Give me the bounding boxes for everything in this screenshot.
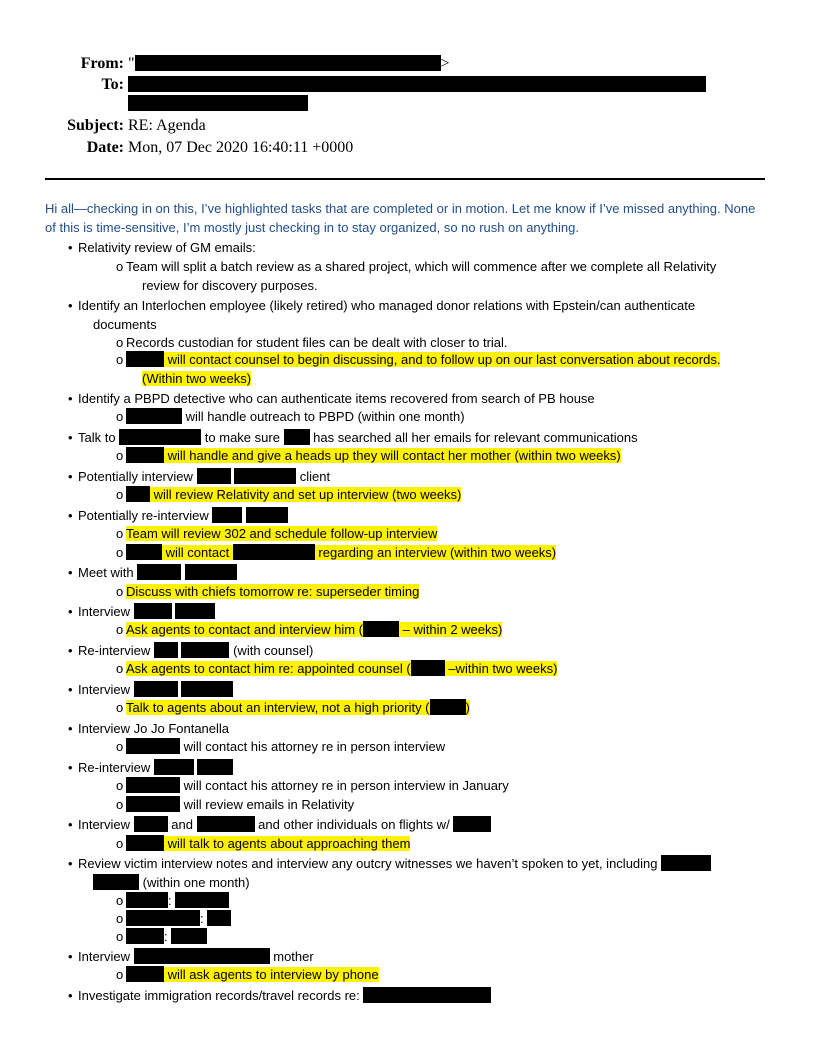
redaction: [207, 910, 231, 926]
item-text: Re-interview: [78, 760, 154, 775]
bullet: •: [68, 508, 73, 523]
sub-bullet: o: [116, 352, 124, 367]
list-item: [68, 719, 229, 738]
bullet: •: [68, 817, 73, 832]
item-text: Meet with: [78, 565, 138, 580]
item-text: Re-interview: [78, 643, 154, 658]
redaction: [197, 816, 255, 832]
sub-item: [116, 909, 231, 928]
bullet: •: [68, 988, 73, 1003]
bullet: •: [68, 682, 73, 697]
redaction: [126, 892, 168, 908]
item-text: Review victim interview notes and interview any outcry witnesses we haven’t spoken to yet, including: [78, 856, 662, 871]
redaction: [126, 486, 150, 502]
item-text: mother: [269, 949, 314, 964]
item-text: will review emails in Relativity: [180, 797, 355, 812]
bullet: •: [68, 430, 73, 445]
to-label: To:: [101, 76, 124, 93]
colon: :: [164, 929, 168, 944]
colon: :: [200, 911, 204, 926]
redaction: [175, 892, 229, 908]
list-item: [68, 428, 638, 447]
redaction: [154, 759, 194, 775]
item-text: Interview: [78, 949, 134, 964]
sub-bullet: o: [116, 409, 124, 424]
list-item: [68, 986, 491, 1005]
sub-item: [116, 891, 229, 910]
highlighted-text: Ask agents to contact and interview him (: [126, 622, 364, 637]
redaction: [93, 874, 139, 890]
sub-item-continued: [142, 369, 251, 388]
redaction: [661, 855, 711, 871]
sub-bullet: o: [116, 929, 124, 944]
item-text: will contact his attorney re in person interview: [180, 739, 446, 754]
list-item: [68, 641, 313, 660]
item-text: (with counsel): [229, 643, 314, 658]
sub-bullet: o: [116, 967, 124, 982]
redaction: [134, 948, 270, 964]
redaction: [126, 910, 200, 926]
subject-label: Subject:: [67, 117, 124, 134]
list-item-continued: [93, 315, 157, 334]
sub-bullet: o: [116, 893, 124, 908]
redaction: [126, 447, 164, 463]
bullet: •: [68, 949, 73, 964]
sub-item: [116, 582, 419, 601]
from-label: From:: [80, 55, 124, 72]
sub-item: [116, 776, 509, 795]
sub-item: [116, 659, 557, 678]
sub-item: [116, 795, 354, 814]
list-item-continued: [93, 873, 250, 892]
redaction: [134, 816, 168, 832]
sub-item: [116, 407, 465, 426]
redaction: [126, 544, 162, 560]
item-text: has searched all her emails for relevant communications: [309, 430, 638, 445]
redaction: [430, 699, 466, 715]
redaction: [126, 738, 180, 754]
sub-item: [116, 965, 379, 984]
list-item: [68, 947, 314, 966]
item-text: Interview: [78, 817, 134, 832]
highlighted-text: (Within two weeks): [142, 371, 252, 386]
item-text: Identify an Interlochen employee (likely retired) who managed donor relations with Epstein/can authenticate: [78, 298, 696, 313]
redaction: [126, 835, 164, 851]
highlighted-text: Talk to agents about an interview, not a high priority (: [126, 700, 430, 715]
list-item: [68, 563, 237, 582]
redaction: [453, 816, 491, 832]
sub-item: [116, 524, 437, 543]
sub-item: [116, 737, 445, 756]
redaction: [234, 468, 296, 484]
bullet: •: [68, 856, 73, 871]
sub-item: [116, 485, 461, 504]
from-quote: ": [128, 55, 135, 72]
sub-bullet: o: [116, 622, 124, 637]
date-label: Date:: [86, 139, 124, 156]
sub-item: [116, 620, 502, 639]
list-item: [68, 467, 330, 486]
highlighted-text: will contact: [162, 545, 233, 560]
item-text: Investigate immigration records/travel records re:: [78, 988, 364, 1003]
redaction: [128, 76, 706, 92]
sub-item: [116, 834, 410, 853]
item-text: Potentially re-interview: [78, 508, 213, 523]
colon: :: [168, 893, 172, 908]
bullet: •: [68, 298, 73, 313]
redaction: [212, 507, 242, 523]
sub-item-continued: [142, 276, 318, 295]
bullet: •: [68, 469, 73, 484]
sub-item: [116, 446, 621, 465]
sub-bullet: o: [116, 797, 124, 812]
redaction: [126, 928, 164, 944]
redaction: [126, 351, 164, 367]
redaction: [411, 660, 445, 676]
redaction: [134, 603, 172, 619]
bullet: •: [68, 760, 73, 775]
bullet: •: [68, 391, 73, 406]
highlighted-text: will ask agents to interview by phone: [164, 967, 379, 982]
item-text: review for discovery purposes.: [142, 278, 318, 293]
redaction: [134, 681, 178, 697]
highlighted-text: –within two weeks): [444, 661, 558, 676]
redaction: [363, 987, 491, 1003]
redaction: [181, 681, 233, 697]
redaction: [137, 564, 181, 580]
item-text: Interview Jo Jo Fontanella: [78, 721, 230, 736]
list-item: [68, 238, 256, 257]
redaction: [185, 564, 237, 580]
item-text: client: [296, 469, 331, 484]
bullet: •: [68, 721, 73, 736]
list-item: [68, 680, 233, 699]
sub-item: [116, 543, 556, 562]
item-text: Records custodian for student files can be dealt with closer to trial.: [126, 335, 508, 350]
bullet: •: [68, 604, 73, 619]
item-text: (within one month): [139, 875, 250, 890]
item-text: to make sure: [201, 430, 284, 445]
redaction: [175, 603, 215, 619]
date-value: Mon, 07 Dec 2020 16:40:11 +0000: [128, 139, 354, 156]
intro-paragraph: Hi all—checking in on this, I’ve highlighted tasks that are completed or in motion. Let me know if I’ve missed anything. None of this is time-sensitive, I’m mostly just checking in to stay organized, so no rush on anything.: [45, 201, 756, 235]
sub-bullet: o: [116, 911, 124, 926]
list-item: [68, 815, 491, 834]
sub-item: [116, 927, 207, 946]
item-text: Potentially interview: [78, 469, 197, 484]
redaction: [363, 621, 399, 637]
list-item: [68, 506, 288, 525]
list-item: [68, 758, 233, 777]
list-item: [68, 296, 695, 315]
item-text: will contact his attorney re in person interview in January: [180, 778, 509, 793]
subject-value: RE: Agenda: [128, 117, 206, 134]
sub-bullet: o: [116, 778, 124, 793]
highlighted-text: Team will review 302 and schedule follow-up interview: [126, 526, 438, 541]
highlighted-text: ): [465, 700, 470, 715]
redaction: [135, 55, 441, 71]
item-text: documents: [93, 317, 157, 332]
item-text: will handle outreach to PBPD (within one month): [182, 409, 465, 424]
item-text: Relativity review of GM emails:: [78, 240, 256, 255]
bullet: •: [68, 240, 73, 255]
highlighted-text: Ask agents to contact him re: appointed counsel (: [126, 661, 411, 676]
redaction: [197, 468, 231, 484]
from-row: [0, 54, 450, 74]
redaction: [154, 642, 178, 658]
highlighted-text: will talk to agents about approaching them: [164, 836, 411, 851]
sub-item: [116, 257, 716, 276]
sub-item: [116, 698, 470, 717]
item-text: Team will split a batch review as a shared project, which will commence after we complete all Relativity: [126, 259, 717, 274]
highlighted-text: will contact counsel to begin discussing, and to follow up on our last conversation about records.: [164, 352, 721, 367]
list-item: [68, 854, 711, 873]
highlighted-text: – within 2 weeks): [399, 622, 503, 637]
sub-bullet: o: [116, 661, 124, 676]
sub-bullet: o: [116, 700, 124, 715]
from-bracket: >: [440, 55, 450, 72]
redaction: [128, 95, 308, 111]
to-row-continued: [128, 94, 308, 114]
sub-bullet: o: [116, 448, 124, 463]
redaction: [126, 966, 164, 982]
list-item: [68, 389, 595, 408]
list-item: [68, 602, 215, 621]
item-text: Interview: [78, 604, 134, 619]
sub-bullet: o: [116, 739, 124, 754]
to-row: [0, 75, 706, 95]
bullet: •: [68, 565, 73, 580]
sub-bullet: o: [116, 526, 124, 541]
item-text: Interview: [78, 682, 134, 697]
subject-row: [0, 116, 206, 136]
bullet: •: [68, 643, 73, 658]
sub-bullet: o: [116, 545, 124, 560]
highlighted-text: Discuss with chiefs tomorrow re: superseder timing: [126, 584, 420, 599]
redaction: [197, 759, 233, 775]
sub-bullet: o: [116, 584, 124, 599]
redaction: [126, 777, 180, 793]
redaction: [181, 642, 229, 658]
redaction: [126, 408, 182, 424]
redaction: [284, 429, 310, 445]
highlighted-text: will review Relativity and set up interview (two weeks): [150, 487, 462, 502]
item-text: Identify a PBPD detective who can authenticate items recovered from search of PB house: [78, 391, 595, 406]
redaction: [246, 507, 288, 523]
sub-bullet: o: [116, 836, 124, 851]
highlighted-text: regarding an interview (within two weeks): [314, 545, 557, 560]
header-divider: [45, 178, 765, 180]
sub-bullet: o: [116, 259, 124, 274]
redaction: [171, 928, 207, 944]
item-text: and: [167, 817, 197, 832]
date-row: [0, 138, 353, 158]
redaction: [233, 544, 315, 560]
sub-bullet: o: [116, 487, 124, 502]
highlighted-text: will handle and give a heads up they will contact her mother (within two weeks): [164, 448, 621, 463]
redaction: [119, 429, 201, 445]
sub-item: [116, 350, 720, 369]
sub-bullet: o: [116, 335, 124, 350]
item-text: and other individuals on flights w/: [254, 817, 454, 832]
redaction: [126, 796, 180, 812]
item-text: Talk to: [78, 430, 120, 445]
